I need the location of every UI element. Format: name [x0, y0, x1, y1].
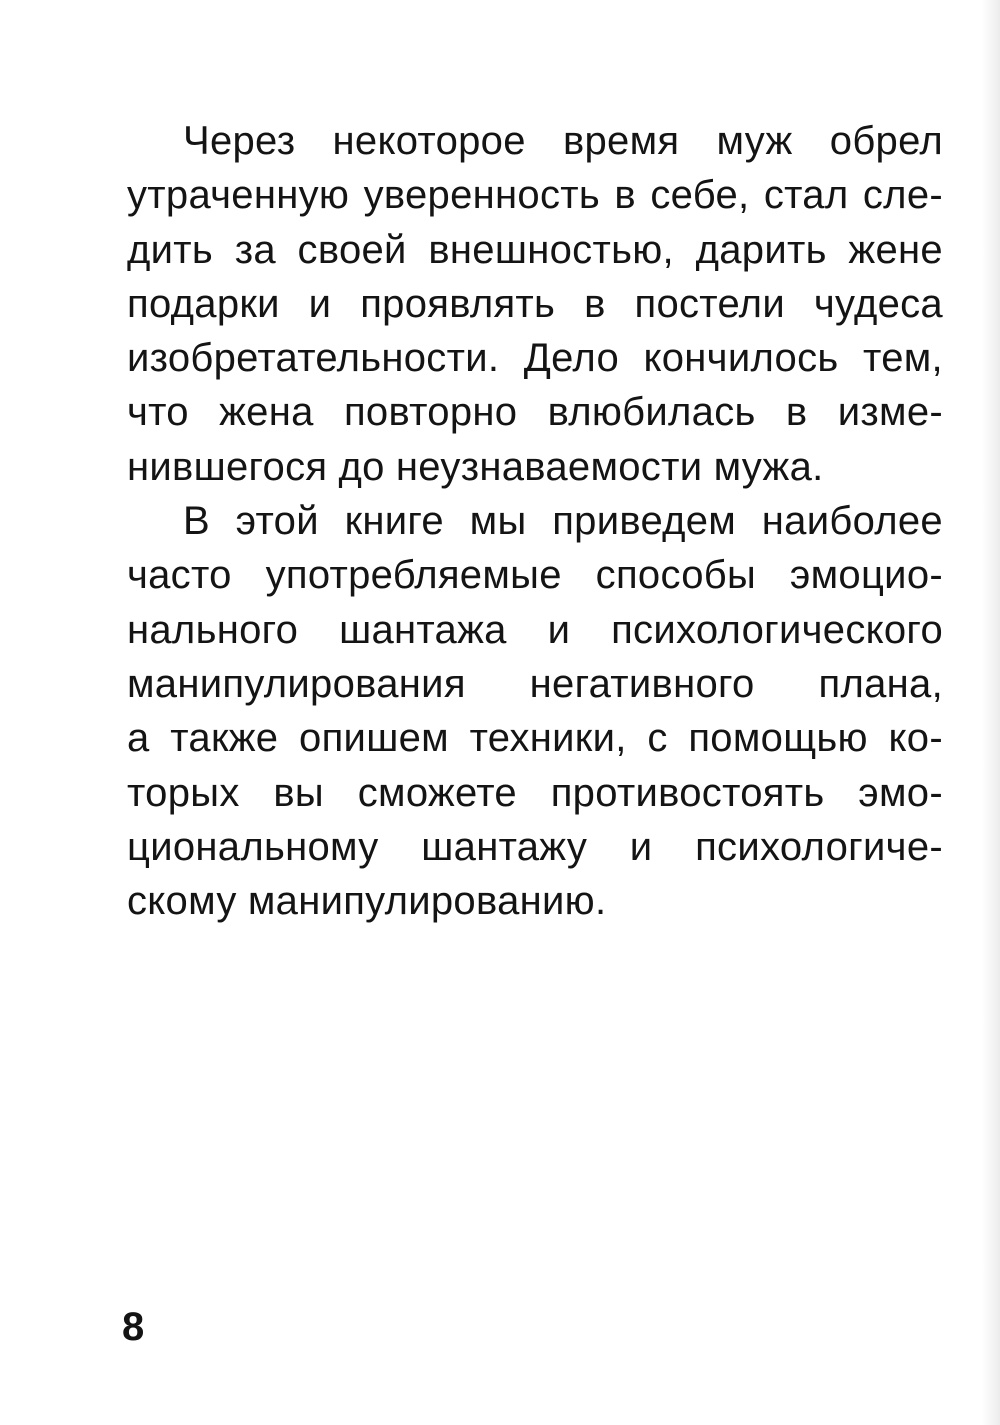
word: неузнаваемости: [395, 444, 703, 489]
word: употребляемые: [265, 553, 562, 598]
word: что: [127, 390, 189, 435]
text-line: [127, 440, 943, 494]
word: плана,: [818, 661, 943, 706]
word: манипулированию.: [247, 879, 607, 924]
word: наиболее: [761, 499, 943, 544]
word: стал: [763, 173, 849, 218]
word: нального: [127, 607, 299, 652]
word: своей: [297, 227, 407, 272]
word: в: [584, 281, 606, 326]
word: противостоять: [550, 770, 825, 815]
word: скому: [127, 879, 237, 924]
text-line: [127, 657, 943, 711]
word: жене: [848, 227, 943, 272]
word: вы: [273, 770, 324, 815]
word: муж: [716, 119, 793, 163]
word: жена: [219, 390, 314, 435]
word: до: [338, 444, 385, 489]
word: опишем: [299, 716, 449, 761]
word: помощью: [688, 716, 868, 761]
text-line: [127, 114, 943, 168]
word: а: [127, 716, 150, 761]
word: мужа.: [713, 444, 824, 489]
word: повторно: [343, 390, 518, 435]
word: циональному: [127, 824, 379, 869]
text-line: [127, 766, 943, 820]
word: в: [785, 390, 808, 435]
word: уверенность: [363, 173, 601, 218]
word: с: [647, 716, 668, 761]
word: утраченную: [127, 173, 350, 218]
word: дарить: [695, 227, 827, 272]
word: проявлять: [360, 281, 556, 326]
text-line: [127, 603, 943, 657]
word: ко-: [888, 716, 943, 761]
page-number: 8: [122, 1305, 145, 1349]
text-line: [127, 385, 943, 439]
word: часто: [127, 553, 232, 598]
word: некоторое: [332, 119, 526, 163]
body-text: [127, 114, 943, 928]
word: изобретательности.: [127, 336, 500, 381]
word: и: [547, 607, 571, 652]
word: сле-: [862, 173, 943, 218]
text-line: [127, 820, 943, 874]
word: также: [170, 716, 279, 761]
word: влюбилась: [547, 390, 756, 435]
text-line: [127, 711, 943, 765]
text-line: [127, 494, 943, 548]
word: книге: [344, 499, 444, 544]
page-edge-shadow: [982, 0, 1000, 1425]
word: шантажа: [339, 607, 507, 652]
text-line: [127, 168, 943, 222]
word: этой: [235, 499, 319, 544]
word: тем,: [863, 336, 943, 381]
word: в: [614, 173, 636, 218]
paragraph-2: [127, 494, 943, 928]
word: изме-: [837, 390, 943, 435]
word: дить: [127, 227, 214, 272]
word: торых: [127, 770, 240, 815]
text-line: [127, 874, 943, 928]
word: сможете: [357, 770, 517, 815]
word: способы: [595, 553, 757, 598]
word: мы: [469, 499, 527, 544]
word: Дело: [523, 336, 620, 381]
word: психологиче-: [695, 824, 943, 869]
word: за: [234, 227, 276, 272]
text-line: [127, 223, 943, 277]
word: себе,: [650, 173, 750, 218]
word: и: [308, 281, 332, 326]
word: и: [629, 824, 653, 869]
word: внешностью,: [428, 227, 674, 272]
text-line: [127, 331, 943, 385]
word: Через: [183, 119, 296, 163]
word: обрел: [829, 119, 943, 163]
word: чудеса: [813, 281, 943, 326]
word: подарки: [127, 281, 280, 326]
text-line: [127, 548, 943, 602]
word: психологического: [611, 607, 943, 652]
word: кончилось: [643, 336, 839, 381]
word: В: [183, 499, 210, 544]
word: приведем: [552, 499, 737, 544]
word: постели: [634, 281, 785, 326]
word: негативного: [529, 661, 755, 706]
paragraph-1: [127, 114, 943, 494]
word: нившегося: [127, 444, 328, 489]
word: эмоцио-: [789, 553, 943, 598]
word: время: [562, 119, 680, 163]
word: манипулирования: [127, 661, 466, 706]
word: эмо-: [858, 770, 943, 815]
text-line: [127, 277, 943, 331]
word: шантажу: [421, 824, 588, 869]
word: техники,: [469, 716, 627, 761]
